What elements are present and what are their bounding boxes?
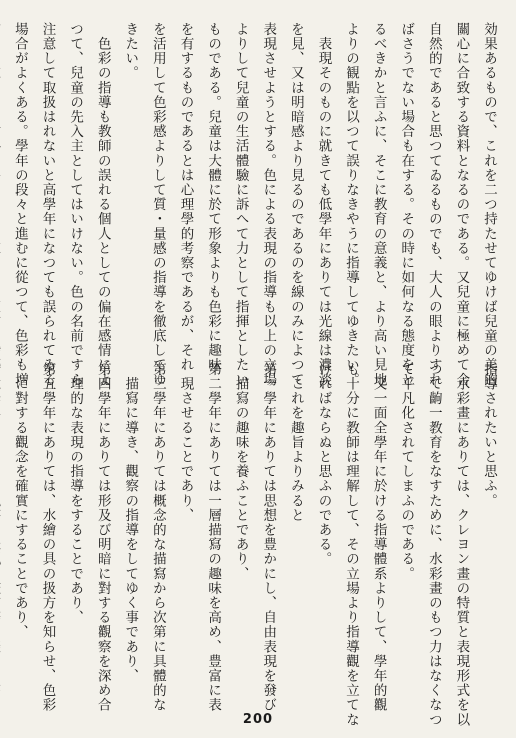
text-line: よりの観點を以つて誤りなきやうに指導してゆきたい。 — [343, 22, 360, 387]
text-line: 第五學年にありては、水繪の具の扱方を知らせ、色彩 — [39, 362, 56, 713]
text-line: 第三學年にありては概念的な描寫から次第に具體的な — [149, 362, 166, 713]
text-line: つて齣一教育をなすために、水彩畫のもつ力はなくなつ — [425, 362, 442, 727]
text-line: よりして兒童の生活體驗に訴へて力として指揮としたい — [232, 22, 249, 387]
text-line: ばさうでない場合も在する。その時に如何なる態度をと — [398, 22, 415, 387]
text-line: を見、又は明暗感より見るのであるのを線のみによつて — [287, 22, 304, 387]
text-line — [0, 362, 5, 698]
text-line: 表現そのものに就きても低學年にありては光線は濃淡 — [315, 22, 332, 387]
text-line: 描寫に導き、觀察の指導をしてゆく事であり、 — [122, 362, 139, 684]
text-line: 現させることであり、 — [177, 362, 194, 523]
text-line: 關心に合致する資料となるのである。又兒童に極めて合 — [453, 22, 470, 387]
text-line: て平凡化されてしまふのである。 — [398, 362, 415, 581]
text-line: 理的な表現の指導をすることであり、 — [67, 362, 84, 625]
text-line: も十分に教師は理解して、その立場より指導觀を立てな — [343, 362, 360, 727]
upper-text-block — [0, 22, 502, 387]
text-line: 第二學年にありては一層描寫の趣味を高め、豊富に表 — [205, 362, 222, 713]
text-line: に對する觀念を確實にすることであり、 — [11, 362, 28, 640]
text-line: これを趣旨よりみると — [287, 362, 304, 523]
text-line — [0, 22, 5, 352]
text-line: 場合がよくある。學年の段々と進むに從つて、色彩も増 — [11, 22, 28, 387]
text-line: 表現させようとする。色による表現の指導も以上の立場 — [260, 22, 277, 387]
text-line: ものである。兒童は大體に於て形象よりも色彩に趣味 — [205, 22, 222, 373]
text-line: 色彩の指導も教師の誤れる個人としての偏在感情によ — [94, 22, 111, 387]
text-line: 指導されたいと思ふ。 — [481, 362, 497, 508]
text-line: きたい。 — [122, 22, 139, 81]
text-line: を活用して色彩感よりして質・量感の指導を徹底してゆ — [149, 22, 166, 387]
page-number: 200 — [242, 712, 274, 727]
text-line: 第一學年にありては思想を豊かにし、自由表現を發び — [260, 362, 277, 713]
text-line: ければならぬと思ふのである。 — [315, 362, 332, 567]
text-line: 第四學年にありては形及び明暗に對する觀察を深め合 — [94, 362, 111, 713]
text-line: を有するものであるとは心理學的考察であるが、それ — [177, 22, 194, 373]
text-line: 水彩畫にありては、クレヨン畫の特質と表現形式を以 — [453, 362, 470, 727]
text-line: 注意して取扱はれないと高學年になつても誤られてゐる — [39, 22, 56, 387]
text-line: 効果あるもので、これを二つ持たせてゆけば兒童の美的 — [481, 22, 497, 387]
text-line: 又一面全學年に於ける指導體系よりして、學年的觀 — [370, 362, 387, 713]
text-line: るべきかと言ふに、そこに教育の意義と、より高い見地 — [370, 22, 387, 387]
text-line: 自然的であると思つてゐるものでも、大人の眼よりすれ — [425, 22, 442, 387]
text-line: 描寫の趣味を養ふことであり、 — [232, 362, 249, 581]
text-line: つて、兒童の先入主としてはいけない。色の名前ですら — [67, 22, 84, 387]
